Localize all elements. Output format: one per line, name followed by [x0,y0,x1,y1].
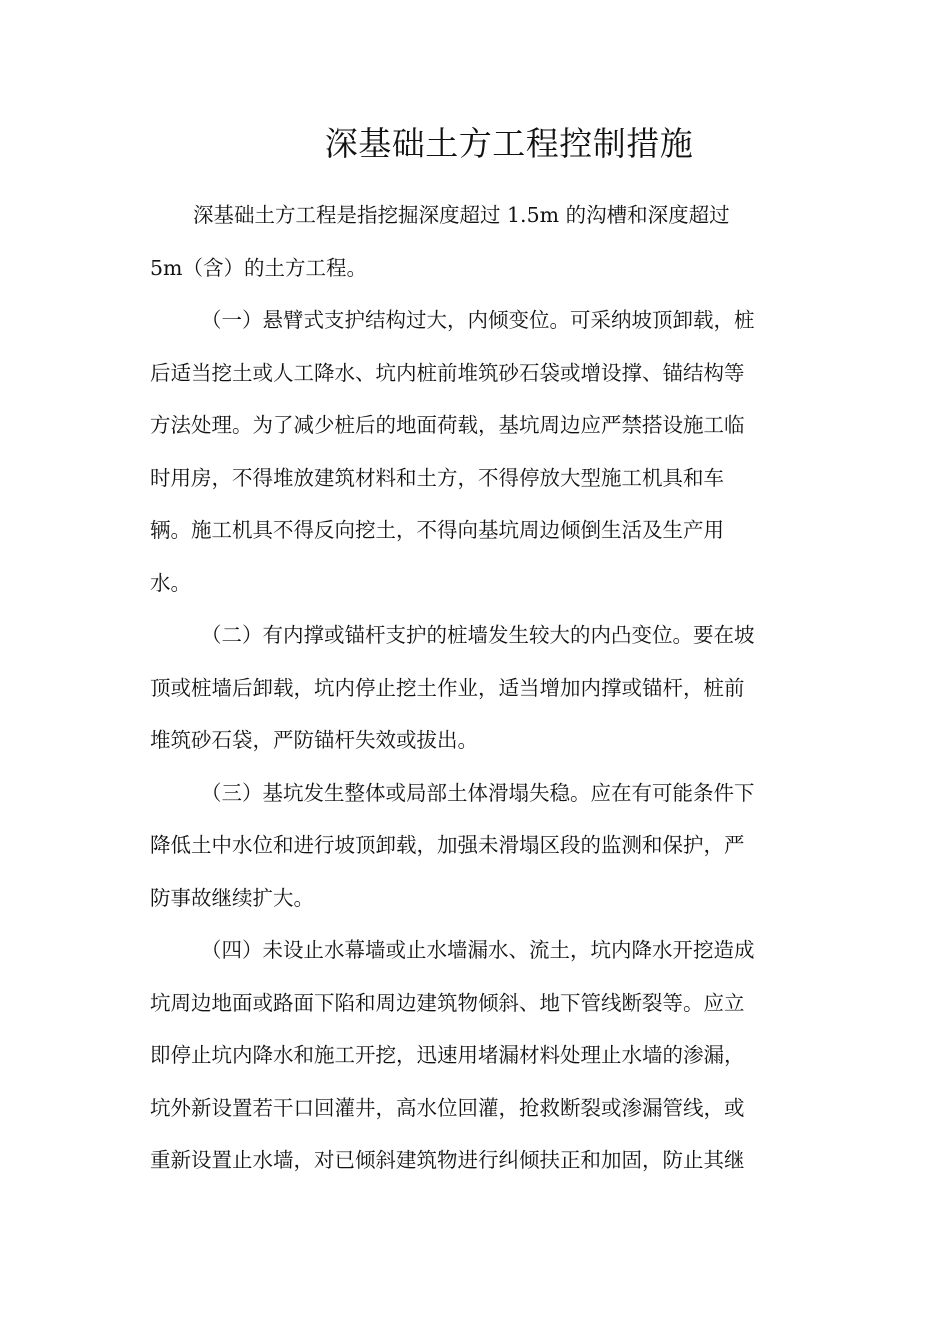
paragraph-intro [150,189,798,294]
paragraph-line: 防事故继续扩大。 [150,885,314,910]
paragraph-item-3 [150,767,798,925]
paragraph-line: 重新设置止水墙，对已倾斜建筑物进行纠倾扶正和加固，防止其继 [150,1148,745,1172]
paragraph-line: 深基础土方工程是指挖掘深度超过 1.5m 的沟槽和深度超过 [193,203,730,227]
paragraph-item-1 [150,294,798,609]
paragraph-line: （四）未设止水幕墙或止水墙漏水、流土，坑内降水开挖造成 [201,938,755,962]
paragraph-line: 即停止坑内降水和施工开挖，迅速用堵漏材料处理止水墙的渗漏， [150,1043,745,1067]
paragraph-item-4 [150,924,798,1187]
paragraph-line: 时用房，不得堆放建筑材料和土方，不得停放大型施工机具和车 [150,465,724,490]
paragraph-line: 后适当挖土或人工降水、坑内桩前堆筑砂石袋或增设撑、锚结构等 [150,360,745,385]
paragraph-line: 堆筑砂石袋，严防锚杆失效或拔出。 [150,728,478,752]
paragraph-line: 坑周边地面或路面下陷和周边建筑物倾斜、地下管线断裂等。应立 [150,990,745,1015]
paragraph-line: 5m（含）的土方工程。 [150,255,367,280]
document-body [150,189,798,1187]
paragraph-item-2 [150,609,798,767]
paragraph-line: 水。 [150,570,191,595]
paragraph-line: 坑外新设置若干口回灌井，高水位回灌，抢救断裂或渗漏管线，或 [150,1095,745,1120]
document-title: 深基础土方工程控制措施 [324,124,694,163]
paragraph-line: （二）有内撑或锚杆支护的桩墙发生较大的内凸变位。要在坡 [201,623,755,647]
paragraph-line: 辆。施工机具不得反向挖土，不得向基坑周边倾倒生活及生产用 [150,518,724,542]
paragraph-line: 降低土中水位和进行坡顶卸载，加强未滑塌区段的监测和保护，严 [150,833,745,857]
paragraph-line: 方法处理。为了减少桩后的地面荷载，基坑周边应严禁搭设施工临 [150,413,745,437]
paragraph-line: （一）悬臂式支护结构过大，内倾变位。可采纳坡顶卸载，桩 [201,308,755,332]
paragraph-line: （三）基坑发生整体或局部土体滑塌失稳。应在有可能条件下 [201,780,755,805]
paragraph-line: 顶或桩墙后卸载，坑内停止挖土作业，适当增加内撑或锚杆，桩前 [150,675,745,700]
